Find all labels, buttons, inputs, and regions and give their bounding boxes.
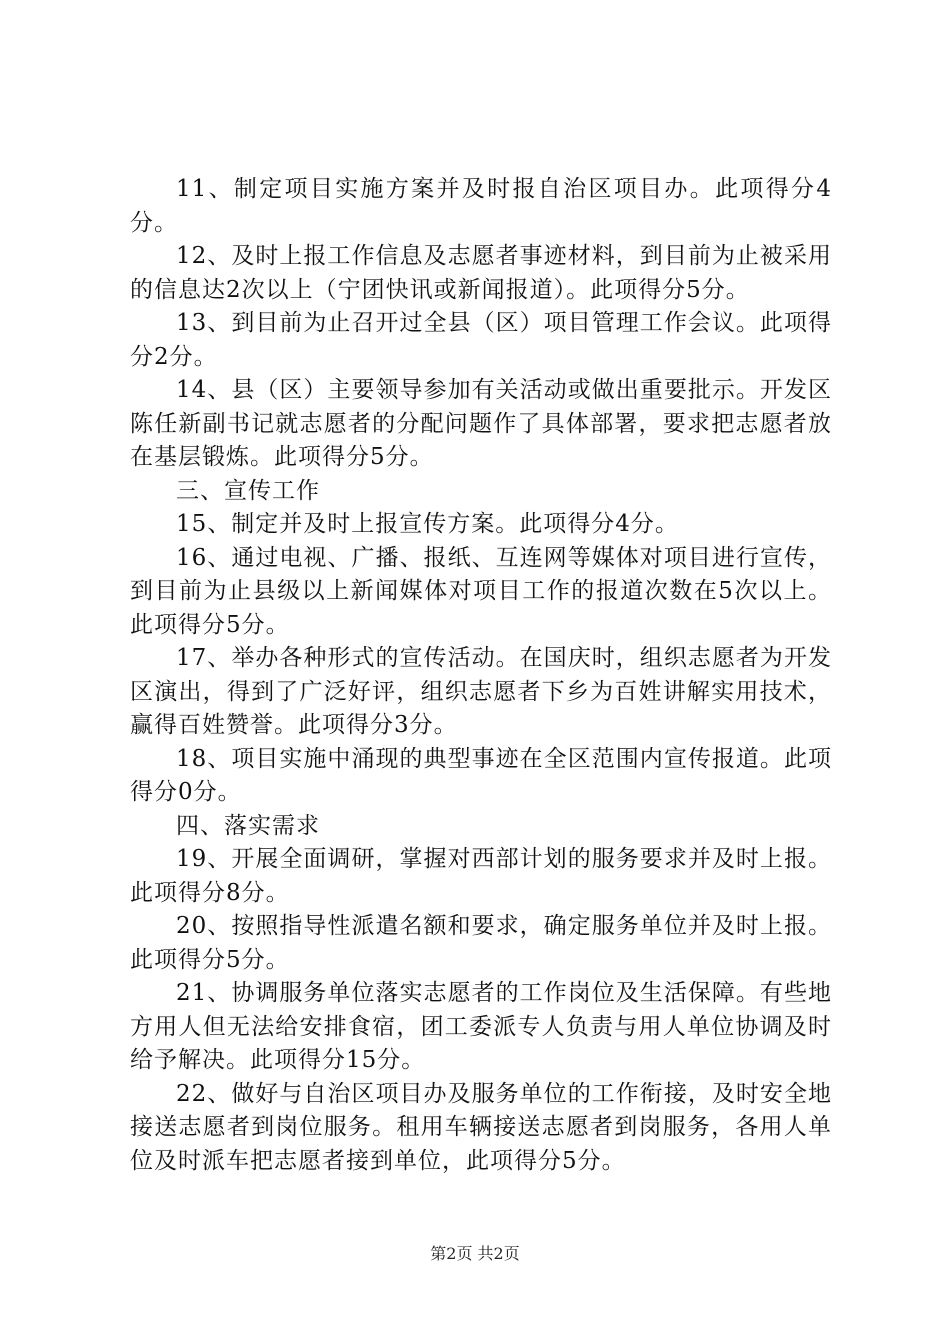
paragraph-item-18: 18、项目实施中涌现的典型事迹在全区范围内宣传报道。此项得分0分。 xyxy=(130,745,832,805)
paragraph-item-20: 20、按照指导性派遣名额和要求，确定服务单位并及时上报。此项得分5分。 xyxy=(130,913,832,973)
section-heading-requirements: 四、落实需求 xyxy=(176,812,320,839)
paragraph-item-21: 21、协调服务单位落实志愿者的工作岗位及生活保障。有些地方用人但无法给安排食宿，团工委派专人负责与用人单位协调及时给予解决。此项得分15分。 xyxy=(130,980,832,1073)
paragraph-item-19: 19、开展全面调研，掌握对西部计划的服务要求并及时上报。此项得分8分。 xyxy=(130,846,832,906)
section-heading-publicity: 三、宣传工作 xyxy=(176,477,320,504)
paragraph-item-13: 13、到目前为止召开过全县（区）项目管理工作会议。此项得分2分。 xyxy=(130,310,832,370)
paragraph-item-17: 17、举办各种形式的宣传活动。在国庆时，组织志愿者为开发区演出，得到了广泛好评，组织志愿者下乡为百姓讲解实用技术，赢得百姓赞誉。此项得分3分。 xyxy=(130,645,832,738)
paragraph-item-12: 12、及时上报工作信息及志愿者事迹材料，到目前为止被采用的信息达2次以上（宁团快讯或新闻报道）。此项得分5分。 xyxy=(130,243,832,303)
paragraph-item-14: 14、县（区）主要领导参加有关活动或做出重要批示。开发区陈任新副书记就志愿者的分配问题作了具体部署，要求把志愿者放在基层锻炼。此项得分5分。 xyxy=(130,377,832,470)
paragraph-item-15: 15、制定并及时上报宣传方案。此项得分4分。 xyxy=(176,511,679,537)
paragraph-item-16: 16、通过电视、广播、报纸、互连网等媒体对项目进行宣传，到目前为止县级以上新闻媒体对项目工作的报道次数在5次以上。此项得分5分。 xyxy=(130,544,832,638)
paragraph-item-22: 22、做好与自治区项目办及服务单位的工作衔接，及时安全地接送志愿者到岗位服务。租用车辆接送志愿者到岗服务，各用人单位及时派车把志愿者接到单位，此项得分5分。 xyxy=(130,1080,832,1174)
document-body xyxy=(130,173,832,1178)
page-number-footer: 第2页 共2页 xyxy=(430,1244,520,1263)
paragraph-item-11: 11、制定项目实施方案并及时报自治区项目办。此项得分4分。 xyxy=(130,176,832,236)
